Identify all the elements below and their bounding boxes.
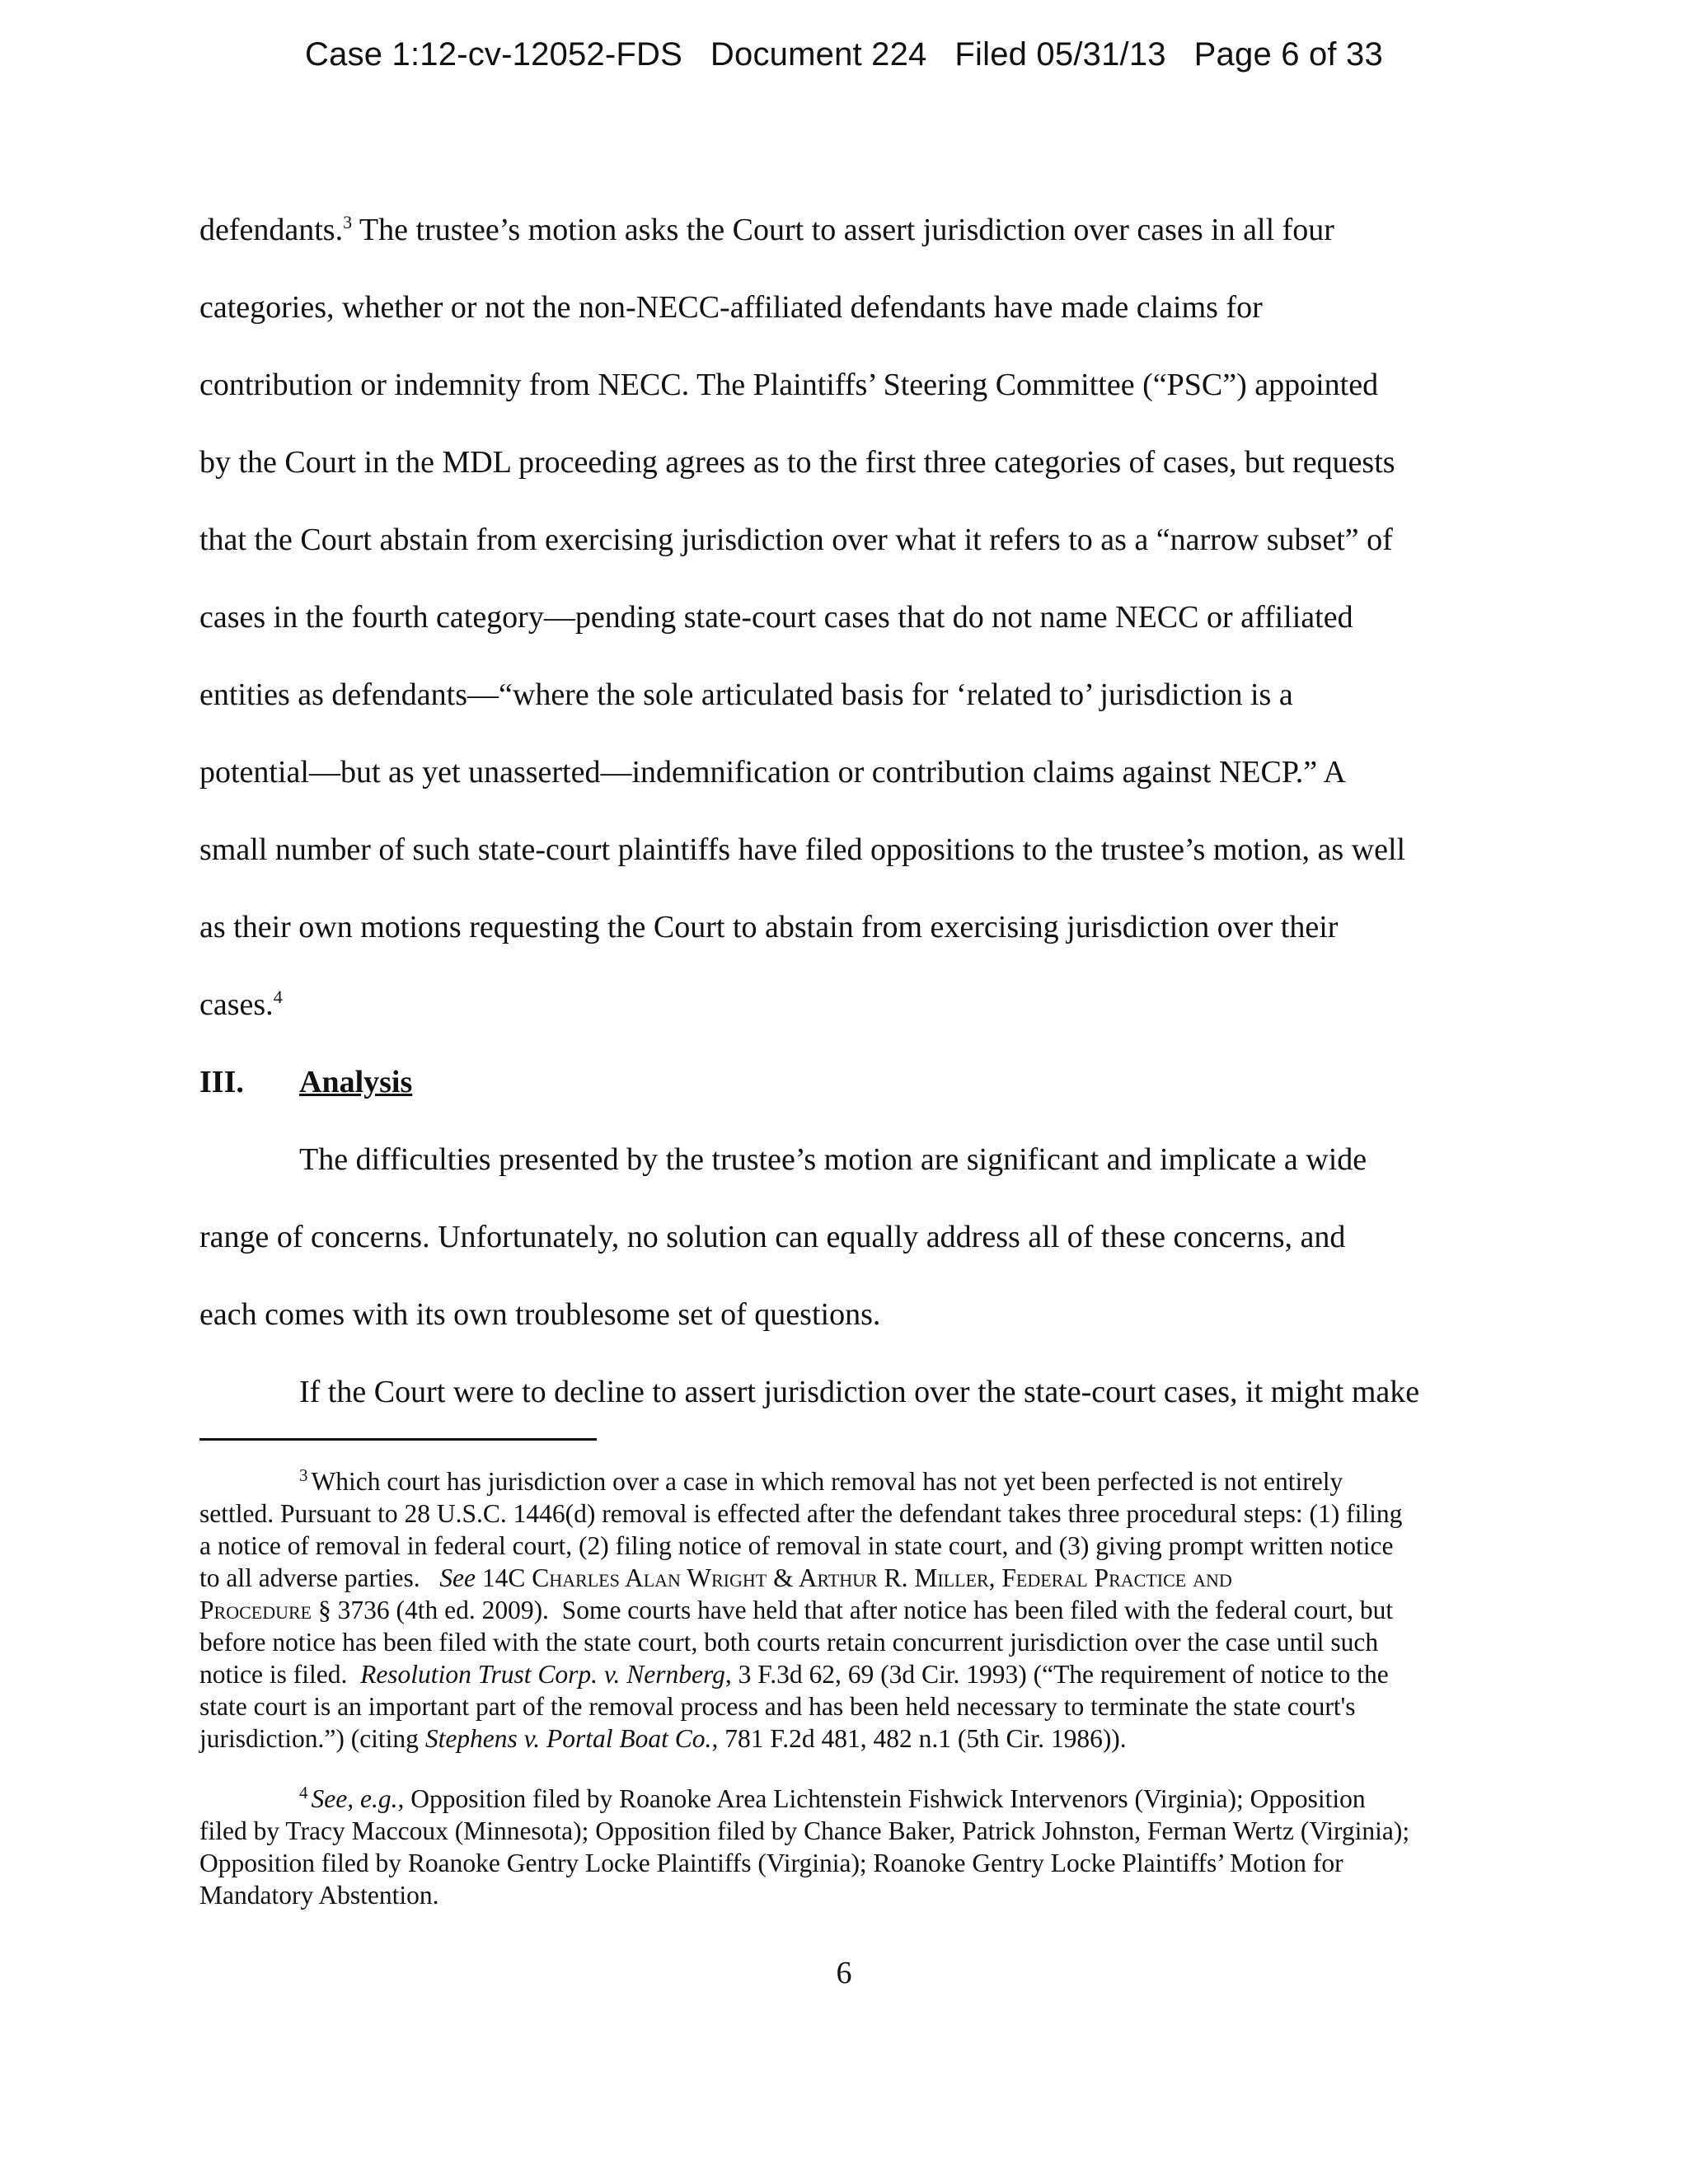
body-line: range of concerns. Unfortunately, no solution can equally address all of these concerns, and [199, 1220, 1346, 1254]
signal-see-eg: See, e.g., [311, 1784, 405, 1813]
section-number: III. [199, 1065, 244, 1099]
body-line: potential—but as yet unasserted—indemnification or contribution claims against NECP.” A [199, 755, 1346, 790]
body-line: contribution or indemnity from NECC. The Plaintiffs’ Steering Committee (“PSC”) appointed [199, 368, 1379, 402]
footnotes [199, 1465, 1498, 1939]
body-line: as their own motions requesting the Court to abstain from exercising jurisdiction over their [199, 910, 1339, 944]
body-line: If the Court were to decline to assert jurisdiction over the state-court cases, it might make [299, 1375, 1420, 1409]
body-line: small number of such state-court plaintiffs have filed oppositions to the trustee’s motion, as well [199, 832, 1406, 867]
footnote-text: 14C [476, 1563, 532, 1592]
footnote-text: , 3 F.3d 62, 69 (3d Cir. 1993) (“The requirement of notice to the [724, 1660, 1389, 1689]
footnote-line: Opposition filed by Roanoke Gentry Locke Plaintiffs (Virginia); Roanoke Gentry Locke Plaintiffs’ Motion for [199, 1849, 1343, 1877]
signal-see: See [439, 1563, 476, 1592]
section-heading [199, 1043, 1498, 1121]
footnote-line [199, 1783, 1498, 1815]
case-citation: Resolution Trust Corp. v. Nernberg [360, 1660, 725, 1689]
footnote-line: settled. Pursuant to 28 U.S.C. 1446(d) removal is effected after the defendant takes three procedural steps: (1) filing [199, 1499, 1403, 1528]
body-line: cases in the fourth category—pending state-court cases that do not name NECC or affiliated [199, 600, 1353, 635]
footnote-line [199, 1722, 1498, 1755]
footnote-divider [199, 1438, 597, 1441]
footnote-text: , 781 F.2d 481, 482 n.1 (5th Cir. 1986)). [711, 1724, 1127, 1753]
footnote-line [199, 1658, 1498, 1690]
case-citation: Stephens v. Portal Boat Co. [424, 1724, 712, 1753]
footnote-line [199, 1465, 1498, 1497]
case-header: Case 1:12-cv-12052-FDS Document 224 Filed 05/31/13 Page 6 of 33 [305, 36, 1383, 73]
page-number: 6 [836, 1956, 852, 1990]
footnote-marker: 4 [299, 1783, 308, 1802]
footnote-text: notice is filed. [199, 1660, 361, 1689]
footnote-line: Mandatory Abstention. [199, 1881, 439, 1910]
footnote-ref-3[interactable]: 3 [343, 212, 353, 232]
body-text [199, 191, 1498, 1431]
footnote-line: before notice has been filed with the state court, both courts retain concurrent jurisdiction over the case until such [199, 1628, 1379, 1657]
footnote-text: § 3736 (4th ed. 2009). Some courts have held that after notice has been filed with the federal court, but [312, 1596, 1394, 1624]
footnote-text: Opposition filed by Roanoke Area Lichtenstein Fishwick Intervenors (Virginia); Opposition [404, 1784, 1366, 1813]
footnote-line [199, 1562, 1498, 1594]
body-line: The difficulties presented by the trustee’s motion are significant and implicate a wide [299, 1142, 1367, 1177]
body-line-text: The trustee’s motion asks the Court to assert jurisdiction over cases in all four [352, 213, 1334, 247]
body-line [199, 966, 1498, 1043]
footnote-line: a notice of removal in federal court, (2) filing notice of removal in state court, and (3) giving prompt written notice [199, 1531, 1394, 1560]
body-line-text: defendants. [199, 213, 344, 247]
footnote-3 [199, 1465, 1498, 1755]
footnote-marker: 3 [299, 1465, 308, 1485]
footnote-line: filed by Tracy Maccoux (Minnesota); Opposition filed by Chance Baker, Patrick Johnston, Ferman Wertz (Virginia); [199, 1816, 1410, 1845]
body-line: that the Court abstain from exercising jurisdiction over what it refers to as a “narrow subset” of [199, 523, 1393, 557]
body-line-text: cases. [199, 987, 274, 1022]
treatise-title: Charles Alan Wright & Arthur R. Miller, Federal Practice and [532, 1563, 1232, 1592]
footnote-4 [199, 1783, 1498, 1911]
footnote-line: state court is an important part of the removal process and has been held necessary to terminate the state court's [199, 1692, 1356, 1721]
footnote-text: to all adverse parties. [199, 1563, 440, 1592]
section-title: Analysis [299, 1065, 413, 1099]
footnote-text: Which court has jurisdiction over a case in which removal has not yet been perfected is not entirely [311, 1467, 1343, 1496]
body-line: by the Court in the MDL proceeding agrees as to the first three categories of cases, but requests [199, 445, 1395, 480]
body-line: categories, whether or not the non-NECC-affiliated defendants have made claims for [199, 290, 1263, 325]
body-line: entities as defendants—“where the sole articulated basis for ‘related to’ jurisdiction is a [199, 677, 1293, 712]
footnote-text: jurisdiction.”) (citing [199, 1724, 425, 1753]
footnote-line [199, 1594, 1498, 1626]
treatise-title: Procedure [199, 1596, 312, 1624]
body-line [199, 191, 1498, 269]
body-line: each comes with its own troublesome set of questions. [199, 1297, 881, 1332]
footnote-ref-4[interactable]: 4 [273, 987, 283, 1007]
